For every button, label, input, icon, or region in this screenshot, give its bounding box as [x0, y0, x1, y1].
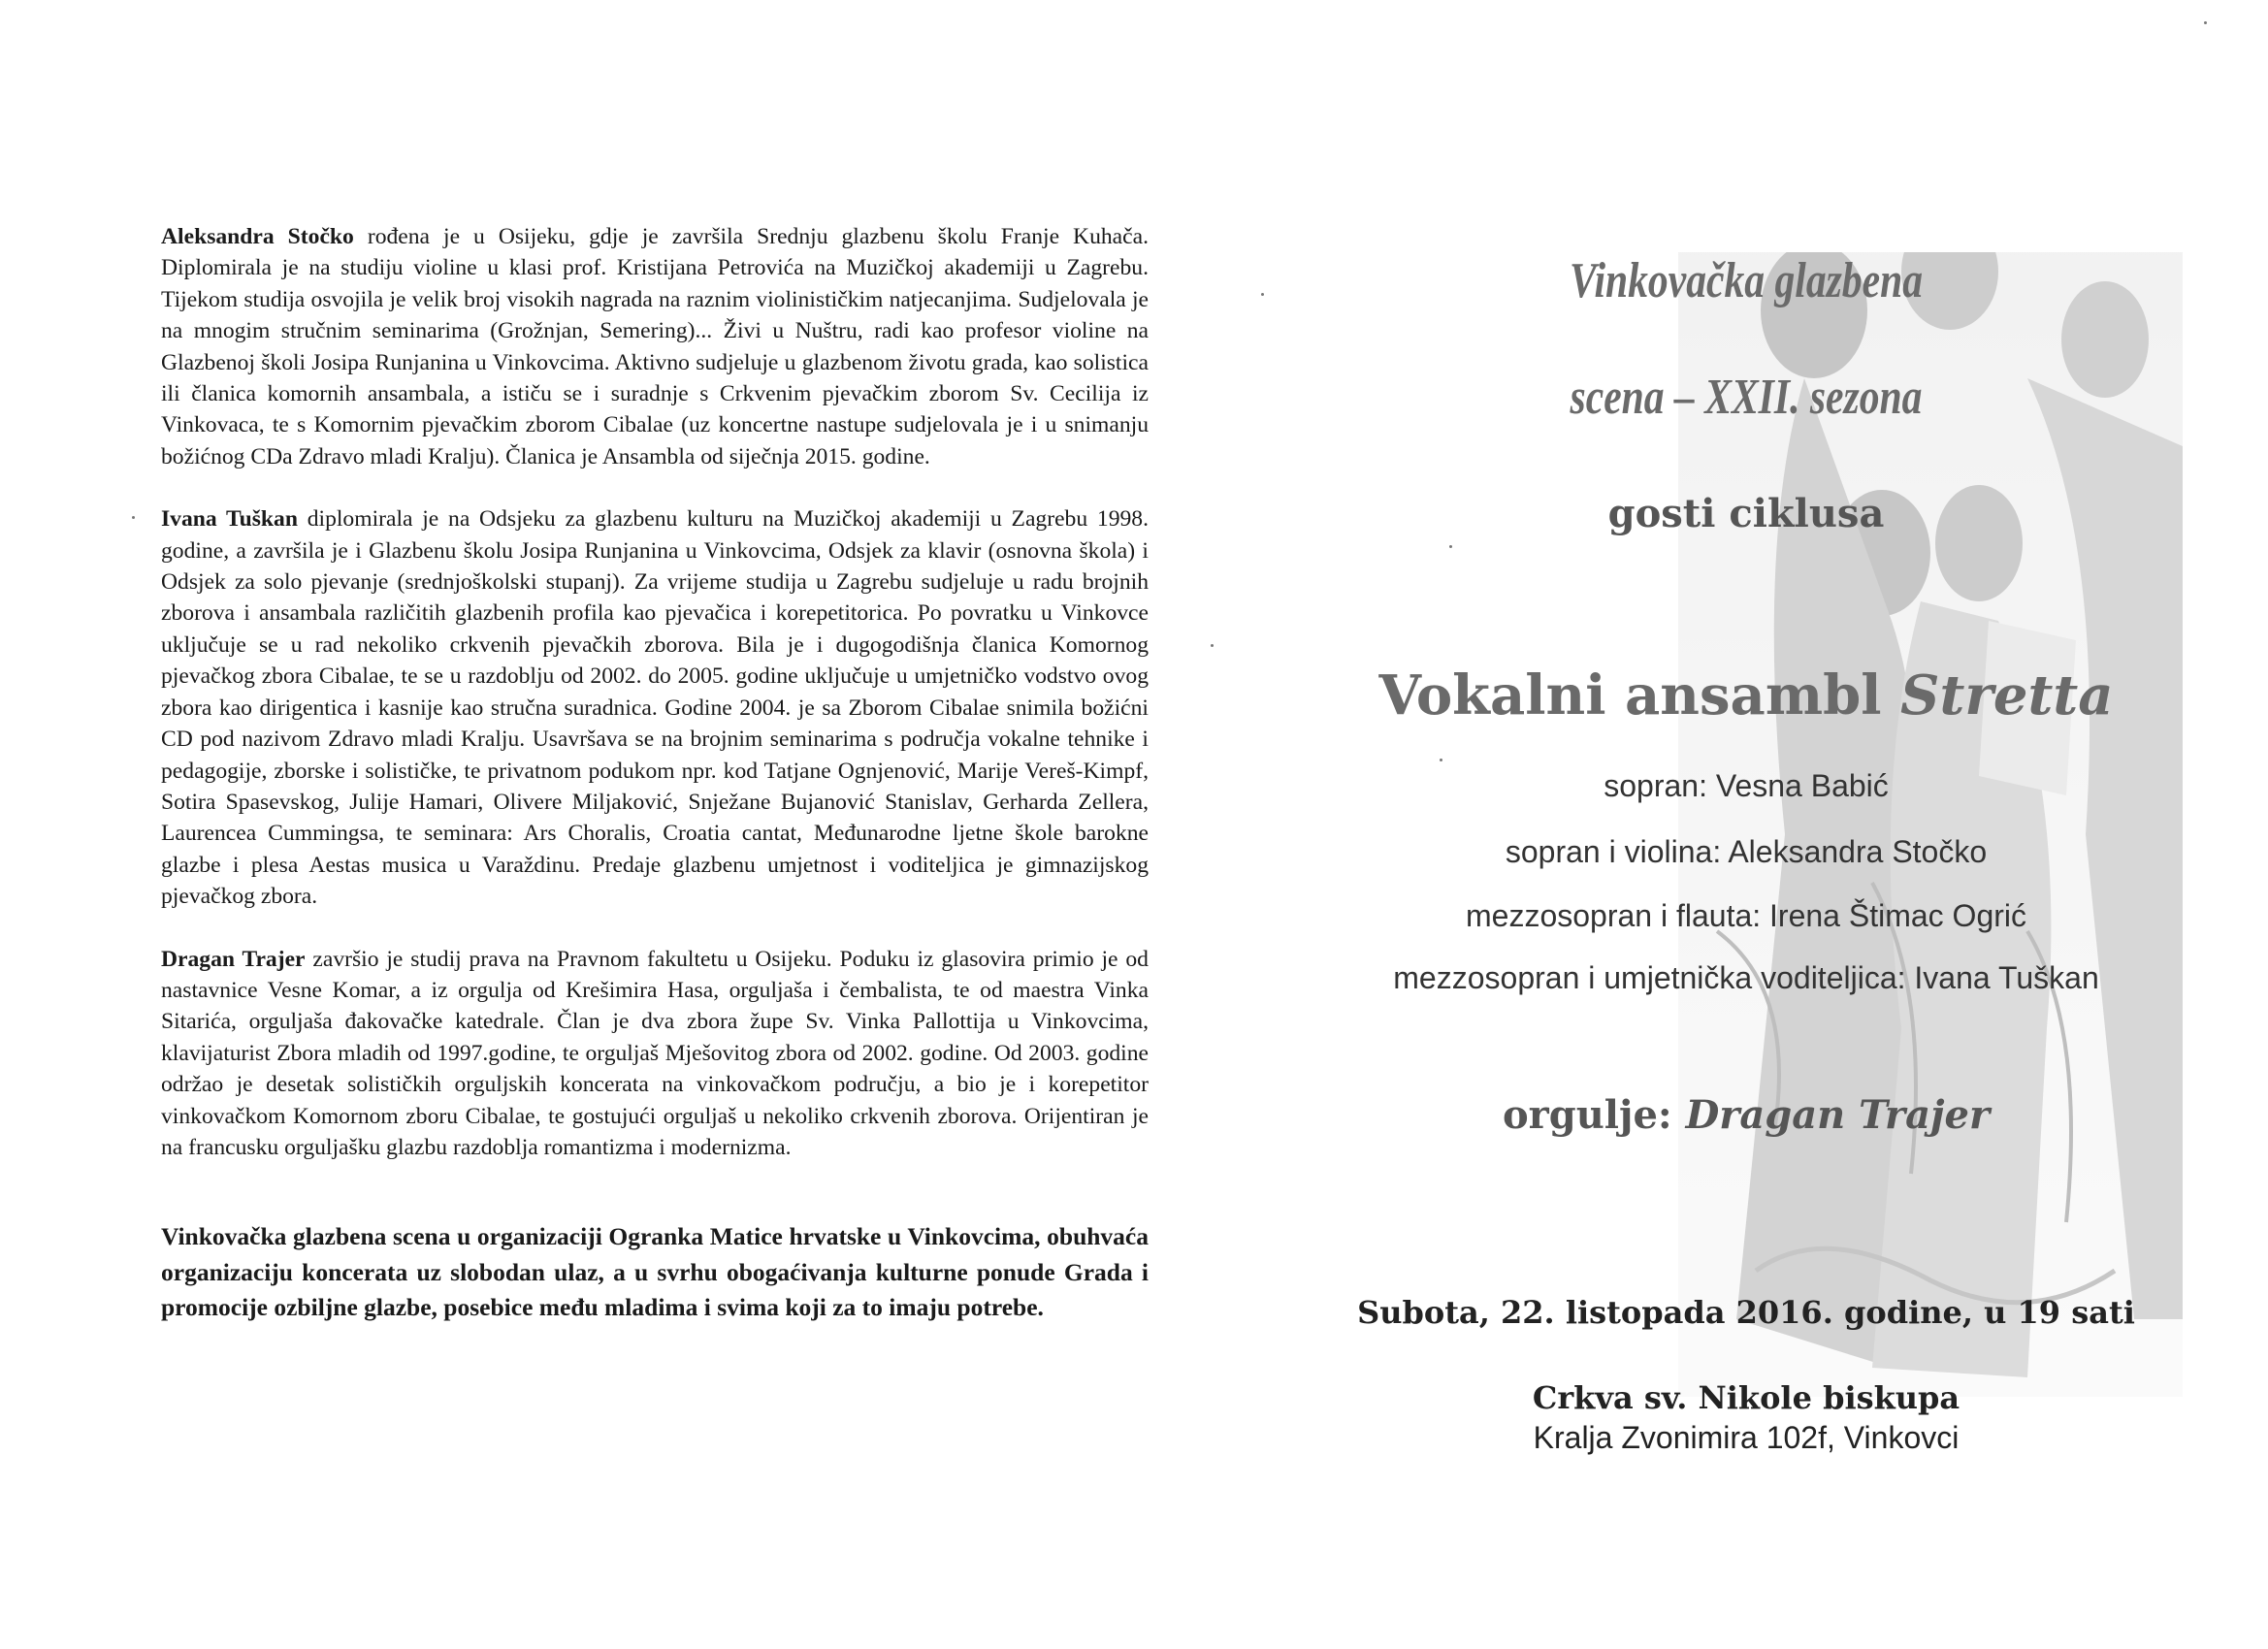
member-line: mezzosopran i umjetnička voditeljica: Ivana Tuškan	[1393, 960, 2099, 995]
series-title-line1: Vinkovačka glazbena	[1569, 253, 1924, 308]
paper-speck	[1211, 644, 1214, 647]
member-line: mezzosopran i flauta: Irena Štimac Ogrić	[1465, 898, 2026, 933]
organ-name: Dragan Trajer	[1685, 1092, 1991, 1138]
bio-text: rođena je u Osijeku, gdje je završila Srednju glazbenu školu Franje Kuhača. Diplomirala je na studiju violine u klasi prof. Kristijana Petrovića na Muzičkoj akademiji u Zagrebu. Tijekom studija osvojila je velik broj visokih nagrada na raznim violinističkim natjecanjima. Sudjelovala je na mnogim stručnim seminarima (Grožnjan, Semering)... Živi u Nuštru, radi kao profesor violine na Glazbenoj školi Josipa Runjanina u Vinkovcima. Aktivno sudjeluje u glazbenom životu grada, kao solistica ili članica komornih ansambala, a ističu se i suradnje s Crkvenim pjevačkim zborom Sv. Cecilija iz Vinkovaca, te s Komornim pjevačkim zborom Cibalae (uz koncertne nastupe sudjelovala je i u snimanju božićnog CDa Zdravo mladi Kralju). Članica je Ansambla od siječnja 2015. godine.	[161, 224, 1149, 469]
left-page	[161, 221, 1149, 1357]
paper-speck	[2204, 21, 2207, 24]
organ-prefix: orgulje:	[1502, 1092, 1686, 1138]
paper-speck	[132, 516, 135, 519]
bio-text: završio je studij prava na Pravnom fakultetu u Osijeku. Poduku iz glasovira primio je od nastavnice Vesne Komar, a iz orgulja od Krešimira Hasa, orguljaša i čembalista, te od maestra Vinka Sitarića, orguljaša đakovačke katedrale. Član je dva zbora župe Sv. Vinka Pallottija u Vinkovcima, klavijaturist Zbora mladih od 1997.godine, te orguljaš Mješovitog zbora od 2002. godine. Od 2003. godine održao je desetak solističkih orguljskih koncerata na vinkovačkom području, a bio je i korepetitor vinkovačkom Komornom zboru Cibalae, te gostujući orguljaš u nekoliko crkvenih zborova. Orijentiran je na francusku orguljašku glazbu razdoblja romantizma i modernizma.	[161, 946, 1149, 1160]
bio-ivana	[161, 503, 1149, 912]
guests-heading: gosti ciklusa	[1607, 491, 1885, 536]
bio-name: Aleksandra Stočko	[161, 224, 354, 249]
paper-speck	[1449, 545, 1452, 548]
bio-dragan	[161, 944, 1149, 1164]
right-page	[1310, 233, 2183, 1494]
bio-text: diplomirala je na Odsjeku za glazbenu kulturu na Muzičkoj akademiji u Zagrebu 1998. godine, a završila je i Glazbenu školu Josipa Runjanina u Vinkovcima, Odsjek za klavir (osnovna škola) i Odsjek za solo pjevanje (srednjoškolski stupanj). Za vrijeme studija u Zagrebu sudjeluje u radu brojnih zborova i ansambala različitih glazbenih profila kao pjevačica i korepetitorica. Po povratku u Vinkovce uključuje se u rad nekoliko crkvenih pjevačkih zborova. Bila je i dugogodišnja članica Komornog pjevačkog zbora Cibalae, te se u razdoblju od 2002. do 2005. godine uključuje u umjetničko vodstvo ovog zbora kao dirigentica i kasnije kao stručna suradnica. Godine 2004. je sa Zborom Cibalae snimila božićni CD pod nazivom Zdravo mladi Kralju. Usavršava se na brojnim seminarima s područja vokalne tehnike i pedagogije, zborske i solističke, te privatnom podukom npr. kod Tatjane Ognjenović, Marije Vereš-Kimpf, Sotira Spasevskog, Julije Hamari, Olivere Miljaković, Snježane Bujanović Stanislav, Gerharda Zellera, Laurencea Cummingsa, te seminara: Ars Choralis, Croatia cantat, Međunarodne ljetne škole barokne glazbe i plesa Aestas musica u Varaždinu. Predaje glazbenu umjetnost i voditeljica je gimnazijskog pjevačkog zbora.	[161, 506, 1149, 910]
paper-speck	[1440, 759, 1442, 761]
ensemble-name: Stretta	[1900, 663, 2114, 728]
venue-name: Crkva sv. Nikole biskupa	[1532, 1379, 1960, 1416]
concert-date: Subota, 22. listopada 2016. godine, u 19 sati	[1357, 1294, 2135, 1331]
paper-speck	[1261, 293, 1264, 296]
series-title-line2: scena – XXII. sezona	[1570, 370, 1923, 425]
bio-name: Dragan Trajer	[161, 946, 306, 972]
venue-address: Kralja Zvonimira 102f, Vinkovci	[1533, 1420, 1960, 1455]
member-line: sopran: Vesna Babić	[1604, 768, 1889, 803]
ensemble-prefix: Vokalni ansambl	[1378, 663, 1901, 728]
bio-aleksandra	[161, 221, 1149, 472]
organist-line	[1310, 1092, 2183, 1138]
ensemble-title	[1310, 663, 2183, 728]
member-line: sopran i violina: Aleksandra Stočko	[1505, 834, 1988, 869]
promo-text: Vinkovačka glazbena scena u organizaciji Ogranka Matice hrvatske u Vinkovcima, obuhvaća organizaciju koncerata uz slobodan ulaz, a u svrhu obogaćivanja kulturne ponude Grada i promocije ozbiljne glazbe, posebice među mladima i svima koji za to imaju potrebe.	[161, 1222, 1149, 1322]
bio-name: Ivana Tuškan	[161, 506, 298, 533]
